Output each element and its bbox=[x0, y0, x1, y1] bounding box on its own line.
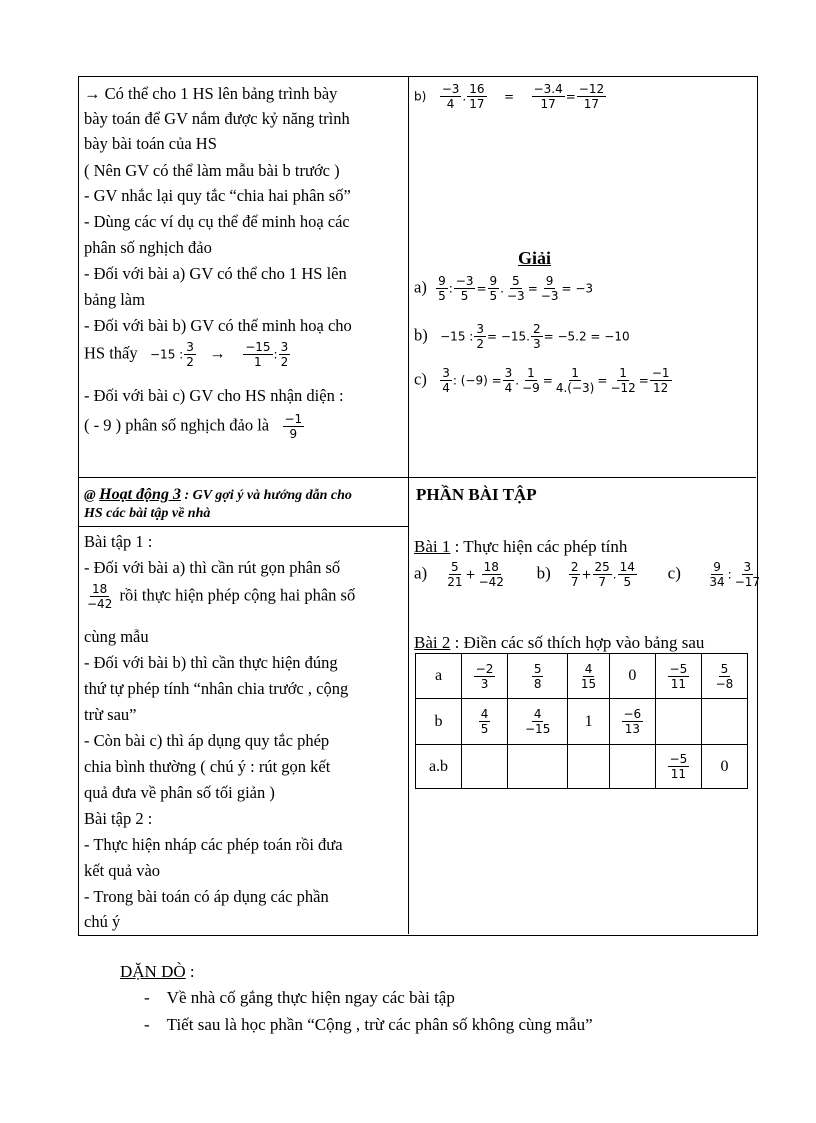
bai1-heading: Bài 1 : Thực hiện các phép tính bbox=[414, 537, 628, 556]
text-line: chú ý bbox=[84, 912, 121, 931]
math-line-c: c) $\frac{3}{4}$ : (−9) = $\frac{3}{4}$ . $\frac{1}{-9}$ = $\frac{1}{4.(-3)}$ = $\frac{1}{-12}$ = $\frac{-1}{12}$ bbox=[414, 366, 670, 395]
row-divider bbox=[78, 477, 756, 478]
exercise-section-title: PHẦN BÀI TẬP bbox=[416, 485, 537, 504]
cell: $\frac{-5}{11}$ bbox=[655, 654, 701, 699]
cell: $\frac{-6}{13}$ bbox=[609, 699, 655, 745]
fraction: $\frac{-12}{17}$ bbox=[578, 82, 605, 111]
math-line-b2: b) −15 : $\frac{3}{2}$ = −15. $\frac{2}{3}$ = −5.2 = −10 bbox=[414, 322, 630, 351]
text-line: ( Nên GV có thể làm mẫu bài b trước ) bbox=[84, 161, 340, 180]
text-line: trừ sau” bbox=[84, 705, 137, 724]
cell bbox=[508, 745, 568, 789]
row-ab bbox=[416, 745, 748, 789]
text-line: quả đưa về phân số tối giản ) bbox=[84, 783, 275, 802]
text-line: - Trong bài toán có áp dụng các phần bbox=[84, 887, 329, 906]
cell: $\frac{5}{-8}$ bbox=[701, 654, 747, 699]
cell: 1 bbox=[568, 699, 610, 745]
cell: 0 bbox=[701, 745, 747, 789]
activity-title: Hoạt động 3 bbox=[99, 486, 181, 503]
row-b bbox=[416, 699, 748, 745]
fraction: $\frac{-3}{4}$ bbox=[441, 82, 460, 111]
text-line: bảng làm bbox=[84, 290, 145, 309]
text-line: Bài tập 1 : bbox=[84, 532, 153, 551]
text: HS thấy bbox=[84, 343, 138, 363]
text: ( - 9 ) phân số nghịch đảo là bbox=[84, 415, 270, 435]
row-label: b bbox=[416, 699, 462, 745]
cell: $\frac{-5}{11}$ bbox=[655, 745, 701, 789]
label: a) bbox=[414, 277, 427, 297]
text-line: - GV nhắc lại quy tắc “chia hai phân số” bbox=[84, 186, 351, 205]
fraction: $\frac{3}{2}$ bbox=[186, 340, 194, 369]
math: −15 : bbox=[150, 347, 184, 362]
bai2-heading: Bài 2 : Điền các số thích hợp vào bảng sau bbox=[414, 633, 705, 652]
text-line: - Còn bài c) thì áp dụng quy tắc phép bbox=[84, 731, 330, 750]
fraction: $\frac{3}{2}$ bbox=[280, 340, 289, 369]
text-line: - Đối với bài a) GV có thể cho 1 HS lên bbox=[84, 264, 347, 283]
math: : bbox=[273, 347, 278, 362]
text-line: bày toán để GV nắm được kỷ năng trình bbox=[84, 109, 350, 128]
fraction: $\frac{-15}{1}$ bbox=[245, 340, 271, 369]
text-line: - Đối với bài b) GV có thể minh hoạ cho bbox=[84, 316, 352, 335]
text-line-with-fraction: $\frac{18}{-42}$ rồi thực hiện phép cộng hai phân số bbox=[87, 582, 356, 611]
label: b) bbox=[414, 89, 427, 104]
text-line: - Đối với bài a) thì cần rút gọn phân số bbox=[84, 558, 341, 577]
cell bbox=[655, 699, 701, 745]
cell bbox=[701, 699, 747, 745]
homework-item: - Tiết sau là học phần “Cộng , trừ các phân số không cùng mẫu” bbox=[144, 1015, 593, 1034]
row-a bbox=[416, 654, 748, 699]
cell: 0 bbox=[609, 654, 655, 699]
cell: $\frac{-2}{3}$ bbox=[462, 654, 508, 699]
math-line-a: a) $\frac{9}{5}$ : $\frac{-3}{5}$ = $\frac{9}{5}$ . $\frac{5}{-3}$ = $\frac{9}{-3}$ = −3 bbox=[414, 274, 594, 303]
column-divider bbox=[408, 76, 409, 934]
header-divider bbox=[78, 526, 408, 527]
text-line: kết quả vào bbox=[84, 861, 161, 880]
activity-header: @ Hoạt động 3 : GV gợi ý và hướng dẫn cho bbox=[84, 486, 352, 503]
fraction: $\frac{-1}{9}$ bbox=[284, 412, 303, 441]
text-line: cùng mẫu bbox=[84, 627, 149, 646]
cell: $\frac{4}{5}$ bbox=[462, 699, 508, 745]
cell: $\frac{5}{8}$ bbox=[508, 654, 568, 699]
text-line: - Đối với bài b) thì cần thực hiện đúng bbox=[84, 653, 338, 672]
fraction: $\frac{-3.4}{17}$ bbox=[533, 82, 563, 111]
cell bbox=[609, 745, 655, 789]
text-line: thứ tự phép tính “nhân chia trước , cộng bbox=[84, 679, 349, 698]
arrow: → bbox=[209, 343, 226, 363]
example-line bbox=[84, 340, 291, 369]
label: c) bbox=[414, 369, 427, 389]
fill-in-table bbox=[415, 653, 748, 789]
cell: $\frac{4}{15}$ bbox=[568, 654, 610, 699]
homework-title: DẶN DÒ : bbox=[120, 962, 195, 981]
math-line-b: b) $\frac{-3}{4}$ . $\frac{16}{17}$ = $\frac{-3.4}{17}$ = $\frac{-12}{17}$ bbox=[414, 82, 605, 111]
text-line: - Dùng các ví dụ cụ thể để minh hoạ các bbox=[84, 212, 350, 231]
text-line: Bài tập 2 : bbox=[84, 809, 153, 828]
homework-item: - Về nhà cố gắng thực hiện ngay các bài tập bbox=[144, 988, 455, 1007]
text-line: - Thực hiện nháp các phép toán rồi đưa bbox=[84, 835, 343, 854]
label: b) bbox=[414, 325, 428, 345]
fraction: $\frac{16}{17}$ bbox=[469, 82, 485, 111]
text-line: bày bài toán của HS bbox=[84, 134, 217, 153]
cell: $\frac{4}{-15}$ bbox=[508, 699, 568, 745]
text-line: → Có thể cho 1 HS lên bảng trình bày bbox=[84, 84, 338, 103]
text-line: chia bình thường ( chú ý : rút gọn kết bbox=[84, 757, 331, 776]
cell bbox=[462, 745, 508, 789]
cell bbox=[568, 745, 610, 789]
row-label: a bbox=[416, 654, 462, 699]
row-label: a.b bbox=[416, 745, 462, 789]
example-line bbox=[84, 412, 305, 441]
text-line: - Đối với bài c) GV cho HS nhận diện : bbox=[84, 386, 344, 405]
text-line: phân số nghịch đảo bbox=[84, 238, 212, 257]
giai-heading: Giải bbox=[518, 248, 552, 268]
activity-header-line2: HS các bài tập về nhà bbox=[84, 506, 211, 521]
bai1-problems: a) $\frac{5}{21}$ + $\frac{18}{-42}$ b) $\frac{2}{7}$ + $\frac{25}{7}$ . $\frac{14}{5}$ c) $\frac{9}{34}$ : $\frac{3}{-17}$ bbox=[414, 560, 761, 589]
